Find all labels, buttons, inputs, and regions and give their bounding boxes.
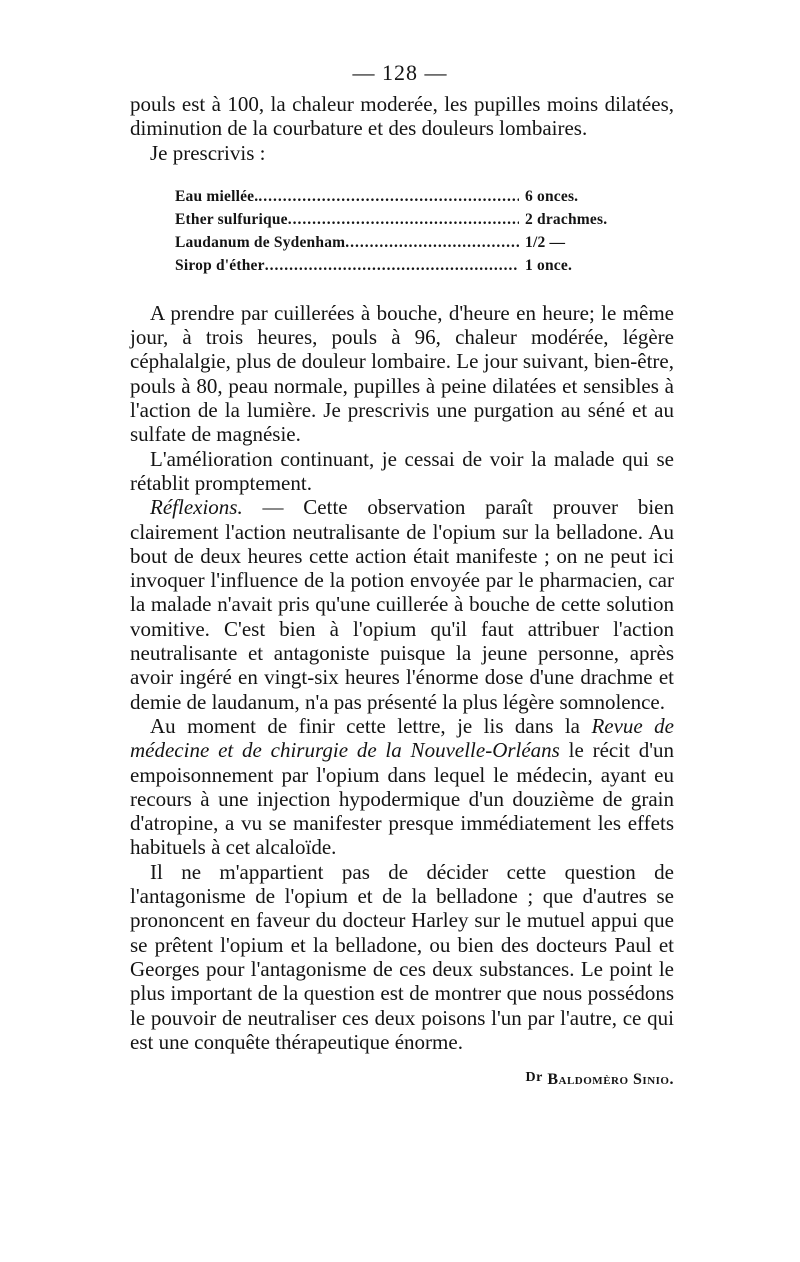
journal-text-start: Au moment de finir cette lettre, je lis dans la [150, 713, 592, 738]
leader-dots [345, 231, 519, 254]
journal-title: Revue de médecine et de chirurgie de la Nouvelle-Orléans [130, 713, 674, 763]
signature-name: Baldomèro Sinio. [547, 1071, 674, 1088]
formula-row [175, 254, 635, 277]
prescription-intro: Je prescrivis : [150, 140, 266, 165]
formula-ingredient: Sirop d'éther [175, 256, 265, 274]
formula-quantity: 2 drachmes. [525, 210, 608, 228]
signature-title: Dr [525, 1070, 543, 1085]
page-number: — 128 — [352, 60, 448, 85]
paragraph-recovery: L'amélioration continuant, je cessai de voir la malade qui se rétablit promptement. [130, 446, 674, 495]
text-block [130, 92, 674, 1054]
leader-dots [265, 254, 519, 277]
formula-ingredient: Eau miellée. [175, 187, 259, 205]
formula-ingredient: Ether sulfurique [175, 210, 288, 228]
formula-quantity: 1 once. [525, 256, 573, 274]
paragraph-treatment: A prendre par cuillerées à bouche, d'heure en heure; le même jour, à trois heures, pouls à 96, chaleur modérée, légère céphalalgie, plus de douleur lombaire. Le jour suivant, bien-être, pouls à 80, peau normale, pupilles à peine dilatées et sensibles à l'action de la lumière. Je prescrivis une purgation au séné et au sulfate de magnésie. [130, 300, 674, 447]
paragraph-reflexions [130, 495, 674, 714]
formula-row [175, 185, 635, 208]
paragraph-intro: pouls est à 100, la chaleur moderée, les pupilles moins dilatées, diminution de la courbature et des douleurs lombaires. [130, 92, 674, 141]
reflexions-label: Réflexions. [150, 495, 243, 520]
formula-quantity: 1/2 — [525, 233, 566, 251]
leader-dots [258, 185, 519, 208]
formula-row [175, 208, 635, 231]
leader-dots [288, 208, 519, 231]
formula-ingredient: Laudanum de Sydenham [175, 233, 346, 251]
formula-quantity: 6 onces. [525, 187, 579, 205]
reflexions-text: — Cette observation paraît prouver bien clairement l'action neutralisante de l'opium sur la belladone. Au bout de deux heures cette action était manifeste ; on ne peut ici invoquer l'influence de la potion envoyée par le pharmacien, car la malade n'avait pris qu'une cuillerée à bouche de cette solution vomitive. C'est bien à l'opium qu'il faut attribuer l'action neutralisante et antagoniste puisque la jeune personne, après avoir ingéré en vingt-six heures l'énorme dose d'une drachme et demie de laudanum, n'a pas présenté la plus légère somnolence. [130, 495, 674, 714]
author-signature [130, 1070, 674, 1089]
formula-row [175, 231, 635, 254]
prescription-formula [175, 185, 635, 277]
journal-text-end: le récit d'un empoisonnement par l'opium dans lequel le médecin, ayant eu recours à une injection hypodermique d'un douzième de grain d'atropine, a vu se manifester presque immédiatement les effets habituels à cet alcaloïde. [130, 738, 674, 860]
paragraph-journal [130, 714, 674, 860]
paragraph-conclusion: Il ne m'appartient pas de décider cette question de l'antagonisme de l'opium et de la belladone ; que d'autres se prononcent en faveur du docteur Harley sur le mutuel appui que se prêtent l'opium et la belladone, ou bien des docteurs Paul et Georges pour l'antagonisme de ces deux substances. Le point le plus important de la question est de montrer que nous possédons le pouvoir de neutraliser ces deux poisons l'un par l'autre, ce qui est une conquête thérapeutique énorme. [130, 859, 674, 1054]
